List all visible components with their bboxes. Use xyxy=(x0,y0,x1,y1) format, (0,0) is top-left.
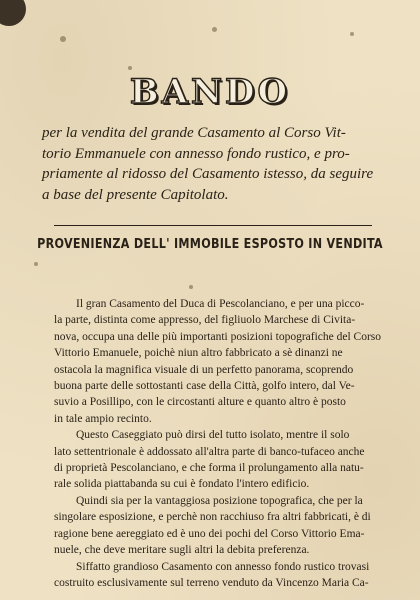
body-line: Quindi sia per la vantaggiosa posizione topografica, che per la xyxy=(76,494,363,507)
body-line: Il gran Casamento del Duca di Pescolanciano, e per una picco- xyxy=(76,298,365,310)
ink-spot xyxy=(34,262,38,266)
body-line: ragione bene aereggiato ed è uno dei pochi del Corso Vittorio Ema- xyxy=(54,527,365,540)
body-line: lato settentrionale è addossato all'altra parte di banco-tufaceo anche xyxy=(54,445,365,458)
body-line: Vittorio Emanuele, poichè niun altro fabbricato a sè dinanzi ne xyxy=(54,347,343,360)
section-heading: PROVENIENZA DELL' IMMOBILE ESPOSTO IN VENDITA xyxy=(37,236,383,252)
body-line: in tale ampio recinto. xyxy=(54,412,152,425)
document-title: BANDO xyxy=(129,72,291,112)
body-line: suvio a Posillipo, con le circostanti alture e quanto altro è posto xyxy=(54,396,346,409)
body-line: la parte, distinta come appresso, del figliuolo Marchese di Civita- xyxy=(54,314,356,327)
ink-spot xyxy=(212,27,217,32)
body-line: Questo Caseggiato può dirsi del tutto isolato, mentre il solo xyxy=(76,429,350,442)
subtitle-line: torio Emmanuele con annesso fondo rustico, e pro- xyxy=(42,145,350,162)
subtitle-line: priamente al ridosso del Casamento istesso, da seguire xyxy=(42,166,374,182)
body-line: singolare esposizione, e perchè non racchiuso fra altri fabbricati, è di xyxy=(54,511,371,524)
body-text xyxy=(54,296,404,591)
subtitle-line: per la vendita del grande Casamento al Corso Vit- xyxy=(42,125,346,141)
body-line: buona parte delle sottostanti case della Città, golfo intero, dal Ve- xyxy=(54,380,355,393)
ink-spot xyxy=(60,36,66,42)
body-line: Siffatto grandioso Casamento con annesso fondo rustico trovasi xyxy=(76,560,370,573)
document-subtitle xyxy=(42,123,392,205)
ink-spot xyxy=(189,285,193,289)
body-line: costruito esclusivamente sul terreno venduto da Vincenzo Maria Ca- xyxy=(54,576,369,589)
body-line: rale solida piattabanda su cui è fondato l'intero edificio. xyxy=(54,478,310,491)
body-line: nova, occupa una delle più importanti posizioni topografiche del Corso xyxy=(54,330,382,343)
subtitle-line: a base del presente Capitolato. xyxy=(42,186,229,203)
body-line: di proprietà Pescolanciano, e che forma il prolungamento alla natu- xyxy=(54,462,364,475)
body-line: ostacola la magnifica visuale di un perfetto panorama, scoprendo xyxy=(54,363,354,376)
divider-rule xyxy=(54,225,372,226)
page-corner-hole xyxy=(0,0,26,26)
body-line: nuele, che deve meritare sugli altri la debita preferenza. xyxy=(54,544,310,557)
ink-spot xyxy=(350,32,354,36)
ink-spot xyxy=(128,66,132,70)
